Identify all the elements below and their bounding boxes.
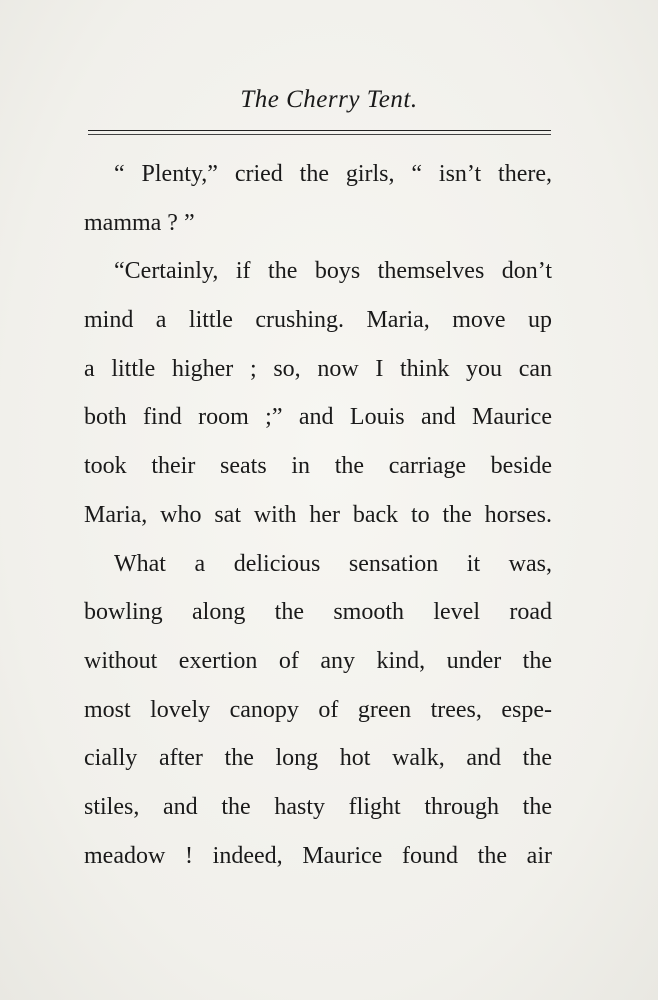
text-line: meadow ! indeed, Maurice found the air bbox=[84, 842, 552, 869]
text-line: Maria, who sat with her back to the horses. bbox=[84, 501, 552, 528]
text-line: “Certainly, if the boys themselves don’t bbox=[114, 258, 552, 285]
text-line: without exertion of any kind, under the bbox=[84, 647, 552, 674]
text-line: both find room ;” and Louis and Maurice bbox=[84, 404, 552, 431]
text-line: bowling along the smooth level road bbox=[84, 599, 552, 626]
header-rule-top bbox=[88, 130, 551, 131]
text-line: stiles, and the hasty flight through the bbox=[84, 793, 552, 820]
text-line: mamma ? ” bbox=[84, 209, 195, 236]
text-line: mind a little crushing. Maria, move up bbox=[84, 307, 552, 334]
text-line: What a delicious sensation it was, bbox=[114, 550, 552, 577]
header-rule-bottom bbox=[88, 134, 551, 135]
text-line: a little higher ; so, now I think you can bbox=[84, 355, 552, 382]
text-line: cially after the long hot walk, and the bbox=[84, 745, 552, 772]
running-head-title: The Cherry Tent. bbox=[240, 86, 418, 113]
text-line: most lovely canopy of green trees, espe- bbox=[84, 696, 552, 723]
body-text bbox=[84, 150, 552, 880]
text-line: “ Plenty,” cried the girls, “ isn’t there, bbox=[114, 161, 552, 187]
text-line: took their seats in the carriage beside bbox=[84, 453, 552, 480]
